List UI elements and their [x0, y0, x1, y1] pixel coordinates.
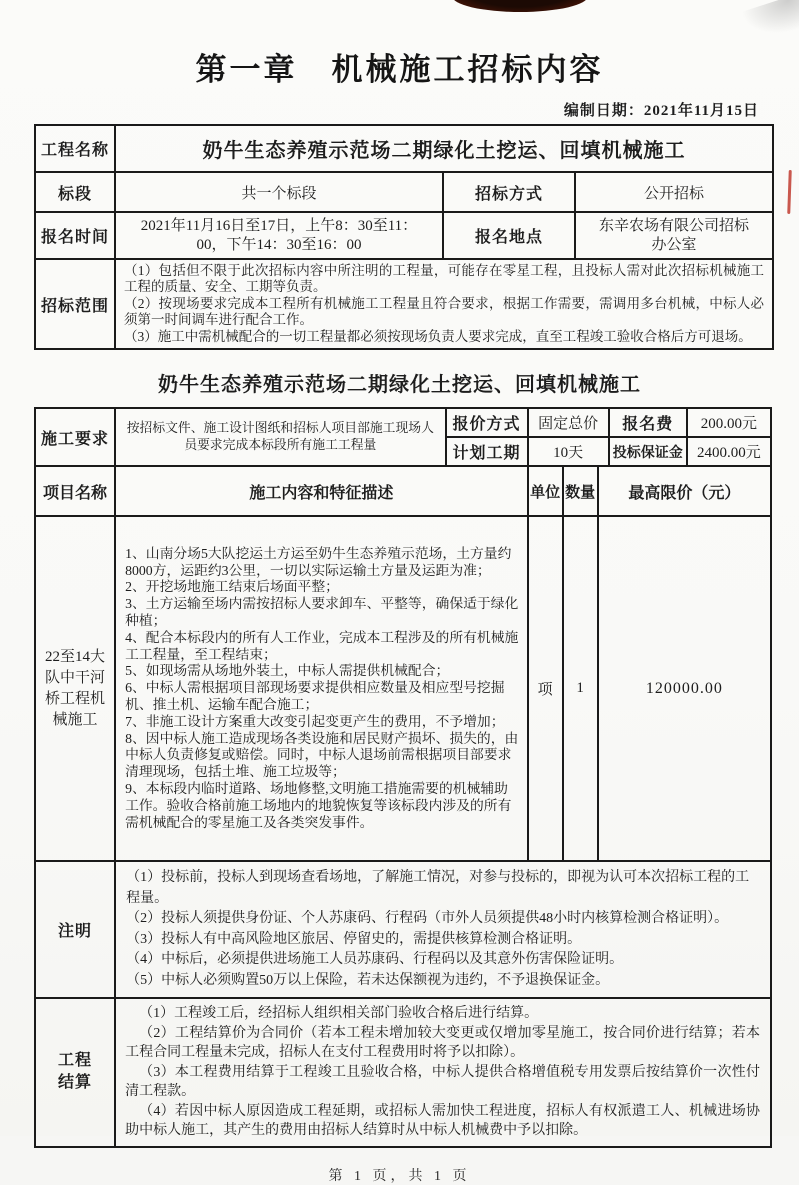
- page-number: 第 1 页，共 1 页: [328, 1168, 471, 1184]
- list-item: （2）投标人须提供身份证、个人苏康码、行程码（市外人员须提供48小时内核算检测合格证明）。: [126, 911, 729, 927]
- bid-bond-value: 2400.00元: [687, 437, 771, 466]
- signup-time-value: 2021年11月16日至17日，上午8：30至11：00，下午14：30至16：00: [115, 212, 443, 259]
- list-item: （3）施工中需机械配合的一切工程量都必须按现场负责人要求完成，直至工程竣工验收合格后方可退场。: [124, 328, 752, 344]
- page-title: 第一章 机械施工招标内容: [195, 52, 604, 87]
- plan-period-value: 10天: [528, 437, 609, 466]
- scan-artifact-smudge: [741, 0, 799, 44]
- plan-period-label: 计划工期: [446, 437, 528, 466]
- row-settlement: [35, 998, 771, 1147]
- work-item-max-price: 120000.00: [598, 516, 771, 861]
- notes-label: 注明: [35, 861, 115, 998]
- list-item: 6、中标人需根据项目部现场要求提供相应数量及相应型号挖掘机、推土机、运输车配合施工；: [125, 680, 505, 712]
- list-item: 5、如现场需从场地外装土，中标人需提供机械配合；: [125, 663, 450, 679]
- notes-value: [115, 861, 771, 998]
- section-label: 标段: [35, 172, 115, 212]
- bid-bond-label: 投标保证金: [609, 437, 687, 466]
- section-value: 共一个标段: [115, 172, 443, 212]
- settlement-value: [115, 998, 771, 1147]
- list-item: 2、开挖场地施工结束后场面平整；: [125, 579, 339, 595]
- requirement-label: 施工要求: [35, 408, 115, 466]
- header-description: 施工内容和特征描述: [115, 466, 528, 516]
- row-scope: [35, 259, 773, 349]
- row-quote: [35, 408, 771, 437]
- list-item: 9、本标段内临时道路、场地修整,文明施工措施需要的机械辅助工作。验收合格前施工场地内的地貌恢复等该标段内涉及的所有需机械配合的零星施工及各类突发事件。: [125, 780, 512, 830]
- list-item: （1）投标前，投标人到现场查看场地，了解施工情况，对参与投标的，即视为认可本次招标工程的工程量。: [126, 870, 750, 906]
- list-item: （4）若因中标人原因造成工程延期，或招标人需加快工程进度，招标人有权派遣工人、机械进场协助中标人施工，其产生的费用由招标人结算时从中标人机械费中予以扣除。: [125, 1103, 760, 1139]
- list-item: 7、非施工设计方案重大改变引起变更产生的费用，不予增加；: [125, 713, 505, 729]
- requirement-value: 按招标文件、施工设计图纸和招标人项目部施工现场人员要求完成本标段所有施工工程量: [115, 408, 445, 466]
- list-item: （3）本工程费用结算于工程竣工且验收合格，中标人提供合格增值税专用发票后按结算价一次性付清工程款。: [125, 1064, 760, 1100]
- scan-artifact-blob: [452, 0, 588, 12]
- row-notes: [35, 861, 771, 998]
- row-signup: [35, 212, 773, 259]
- row-project-name: [35, 125, 773, 172]
- detail-table: [34, 407, 772, 1148]
- work-item-quantity: 1: [563, 516, 598, 861]
- scope-label: 招标范围: [35, 259, 115, 349]
- signup-place-text: 东辛农场有限公司招标办公室: [598, 217, 749, 253]
- signup-place-label: 报名地点: [443, 212, 575, 259]
- header-unit: 单位: [528, 466, 563, 516]
- list-item: （3）投标人有中高风险地区旅居、停留史的，需提供核算检测合格证明。: [126, 931, 582, 947]
- bid-method-value: 公开招标: [575, 172, 773, 212]
- header-max-price: 最高限价（元）: [598, 466, 771, 516]
- list-item: 8、因中标人施工造成现场各类设施和居民财产损坏、损失的，由中标人负责修复或赔偿。同时，中标人退场前需根据项目部要求清理现场，包括土堆、施工垃圾等；: [125, 730, 519, 780]
- list-item: （4）中标后，必须提供进场施工人员苏康码、行程码以及其意外伤害保险证明。: [126, 952, 624, 968]
- project-name-value: 奶牛生态养殖示范场二期绿化土挖运、回填机械施工: [115, 125, 773, 172]
- signup-place-value: [575, 212, 773, 259]
- header-item: 项目名称: [35, 466, 115, 516]
- quote-method-label: 报价方式: [446, 408, 528, 437]
- work-item-name: 22至14大队中干河桥工程机械施工: [35, 516, 115, 861]
- quote-method-value: 固定总价: [528, 408, 609, 437]
- compile-date: 编制日期：2021年11月15日: [563, 103, 759, 119]
- scan-artifact-red-mark: [787, 170, 792, 214]
- list-item: （1）工程竣工后，经招标人组织相关部门验收合格后进行结算。: [139, 1006, 539, 1022]
- list-item: （2）按现场要求完成本工程所有机械施工工程量且符合要求，根据工作需要，需调用多台机械，中标人必须第一时间调车进行配合工作。: [124, 295, 765, 328]
- header-quantity: 数量: [563, 466, 598, 516]
- signup-fee-label: 报名费: [609, 408, 687, 437]
- row-work-item: [35, 516, 771, 861]
- bid-method-label: 招标方式: [443, 172, 575, 212]
- project-name-label: 工程名称: [35, 125, 115, 172]
- list-item: 4、配合本标段内的所有人工作业，完成本工程涉及的所有机械施工工程量，至工程结束；: [125, 629, 519, 662]
- section-subtitle: 奶牛生态养殖示范场二期绿化土挖运、回填机械施工: [158, 374, 641, 397]
- list-item: （2）工程结算价为合同价（若本工程未增加较大变更或仅增加零星施工，按合同价进行结算；若本工程合同工程量未完成，招标人在支付工程费用时将予以扣除）。: [125, 1025, 760, 1061]
- row-headers: [35, 466, 771, 516]
- settlement-label-text: 工程结算: [58, 1052, 93, 1092]
- work-item-description: [115, 516, 528, 861]
- info-table: [34, 124, 774, 350]
- signup-fee-value: 200.00元: [687, 408, 771, 437]
- settlement-label: [35, 998, 115, 1147]
- list-item: 1、山南分场5大队挖运土方运至奶牛生态养殖示范场，土方量约8000方，运距约3公里，一切以实际运输土方量及运距为准；: [125, 545, 512, 578]
- list-item: （1）包括但不限于此次招标内容中所注明的工程量，可能存在零星工程，且投标人需对此次招标机械施工工程的质量、安全、工期等负责。: [124, 263, 765, 295]
- scope-value: [115, 259, 773, 349]
- list-item: （5）中标人必须购置50万以上保险，若未达保额视为违约，不予退换保证金。: [126, 972, 610, 988]
- work-item-unit: 项: [528, 516, 563, 861]
- signup-time-label: 报名时间: [35, 212, 115, 259]
- row-section: [35, 172, 773, 212]
- list-item: 3、土方运输至场内需按招标人要求卸车、平整等，确保适于绿化种植；: [125, 596, 519, 628]
